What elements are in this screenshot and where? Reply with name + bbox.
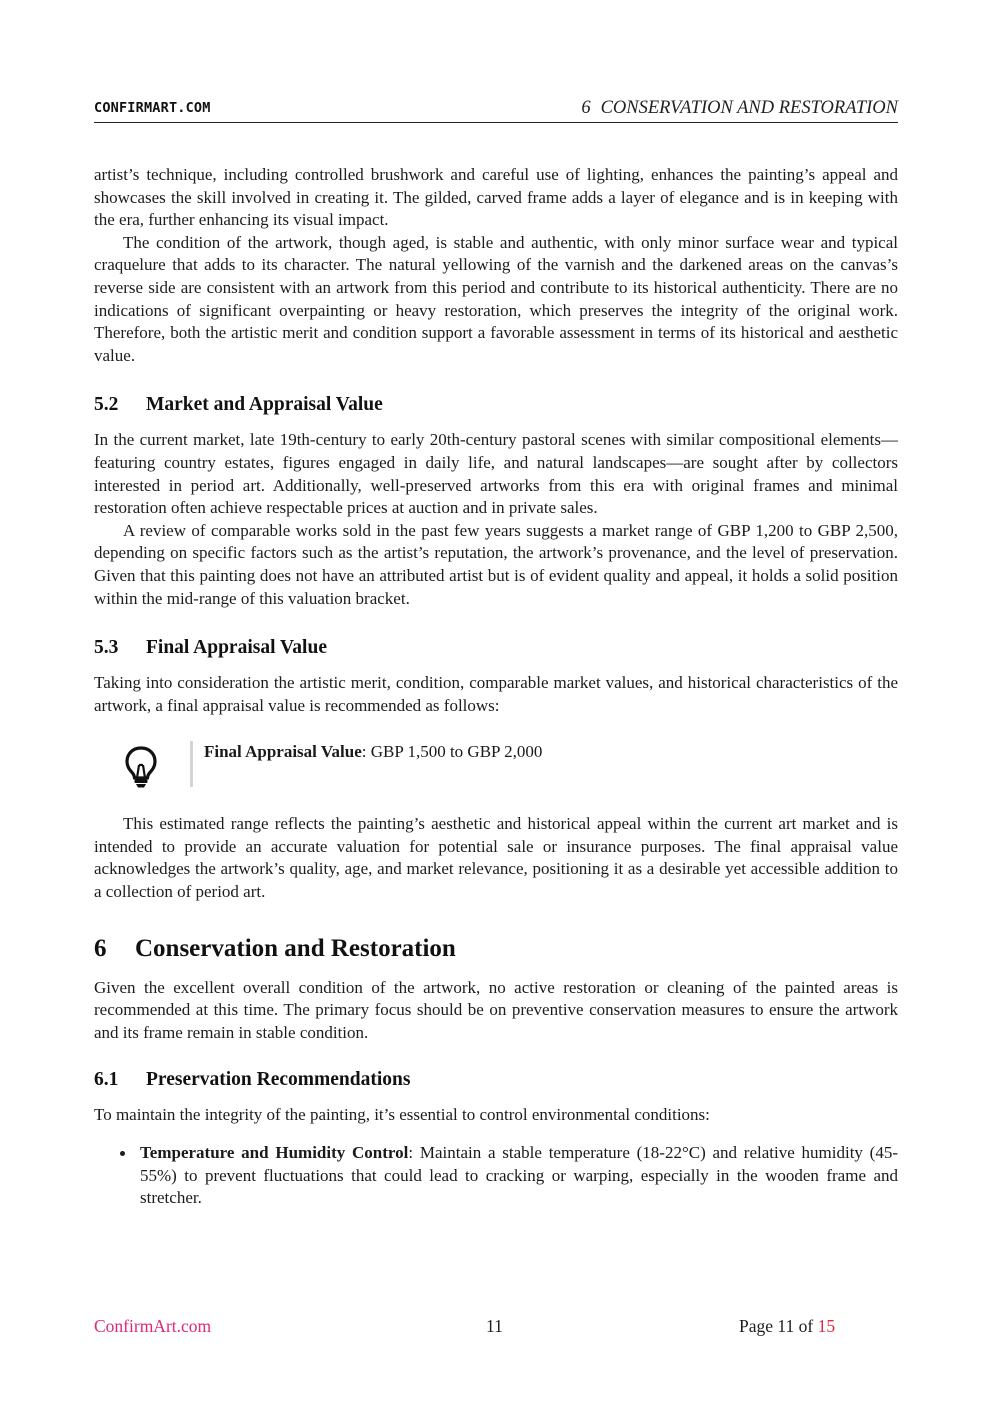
bullet-icon	[120, 1151, 125, 1156]
section-title: Market and Appraisal Value	[146, 394, 383, 416]
callout-bar	[190, 741, 193, 787]
page-total-link[interactable]: 15	[817, 1316, 836, 1336]
site-logo[interactable]: CONFIRMART.COM	[94, 100, 211, 116]
section-heading-6-1	[94, 1068, 898, 1092]
document-page	[94, 0, 898, 1404]
appraisal-callout	[94, 741, 898, 789]
paragraph: A review of comparable works sold in the past few years suggests a market range of GBP 1,200 to GBP 2,500, depending on specific factors such as the artist’s reputation, the artwork’s provenance, and the level of preservation. Given that this painting does not have an attributed artist but is of evident quality and appeal, it holds a solid position within the mid-range of this valuation bracket.	[94, 520, 898, 608]
paragraph: The condition of the artwork, though aged, is stable and authentic, with only minor surface wear and typical craquelure that adds to its character. The natural yellowing of the varnish and the darkened areas on the canvas’s reverse side are consistent with an artwork from this period and contribute to its historical authenticity. There are no indications of significant overpainting or heavy restoration, which preserves the integrity of the original work. Therefore, both the artistic merit and condition support a favorable assessment in terms of its historical and aesthetic value.	[94, 232, 898, 365]
callout-value: : GBP 1,500 to GBP 2,000	[361, 742, 543, 762]
footer-page-number: 11	[486, 1316, 503, 1336]
section-title: Conservation and Restoration	[135, 934, 456, 962]
section-number: 6	[94, 934, 107, 962]
paragraph: Given the excellent overall condition of the artwork, no active restoration or cleaning of the painted areas is recommended at this time. The primary focus should be on preventive conservation measures to ensure the artwork and its frame remain in stable condition.	[94, 977, 898, 1042]
section-title: Final Appraisal Value	[146, 637, 327, 659]
section-heading-5-3	[94, 636, 898, 660]
paragraph: Taking into consideration the artistic merit, condition, comparable market values, and historical characteristics of the artwork, a final appraisal value is recommended as follows:	[94, 673, 898, 715]
list-item-label: Temperature and Humidity Control	[140, 1143, 409, 1163]
section-number: 5.3	[94, 637, 119, 659]
paragraph: In the current market, late 19th-century to early 20th-century pastoral scenes with similar compositional elements—featuring country estates, figures engaged in daily life, and natural landscapes—are sought after by collectors interested in period art. Additionally, well-preserved artworks from this era with original frames and minimal restoration often achieve respectable prices at auction and in private sales.	[94, 430, 898, 518]
section-heading-6	[94, 934, 898, 964]
paragraph: This estimated range reflects the painting’s aesthetic and historical appeal within the current art market and is intended to provide an accurate valuation for potential sale or insurance purposes. The final appraisal value acknowledges the artwork’s quality, age, and market relevance, positioning it as a desirable yet accessible addition to a collection of period art.	[94, 814, 898, 902]
lightbulb-icon	[124, 745, 158, 789]
callout-label: Final Appraisal Value	[204, 742, 362, 762]
footer-site-link[interactable]: ConfirmArt.com	[94, 1316, 212, 1336]
section-number: 5.2	[94, 394, 119, 416]
page-footer	[94, 1316, 898, 1340]
page-content	[94, 164, 898, 1210]
callout-text	[204, 741, 542, 764]
paragraph: To maintain the integrity of the painting, it’s essential to control environmental conditions:	[94, 1105, 710, 1125]
list-item	[94, 1142, 898, 1210]
recommendation-list	[94, 1142, 898, 1210]
footer-page-count	[739, 1316, 835, 1337]
section-title: Preservation Recommendations	[146, 1069, 411, 1091]
running-head-number: 6	[581, 98, 591, 118]
running-head-title: CONSERVATION AND RESTORATION	[600, 98, 898, 118]
section-number: 6.1	[94, 1069, 119, 1091]
paragraph: artist’s technique, including controlled brushwork and careful use of lighting, enhances the painting’s appeal and showcases the skill involved in creating it. The gilded, carved frame adds a layer of elegance and is in keeping with the era, further enhancing its visual impact.	[94, 165, 898, 230]
list-item-text: : Maintain a stable temperature (18-22°C) and relative humidity (45-55%) to prevent fluctuations that could lead to cracking or warping, especially in the wooden frame and stretcher.	[140, 1143, 899, 1208]
running-head	[581, 98, 898, 119]
page-count-prefix: Page 11 of	[739, 1316, 818, 1336]
page-header	[94, 96, 898, 123]
section-heading-5-2	[94, 393, 898, 417]
